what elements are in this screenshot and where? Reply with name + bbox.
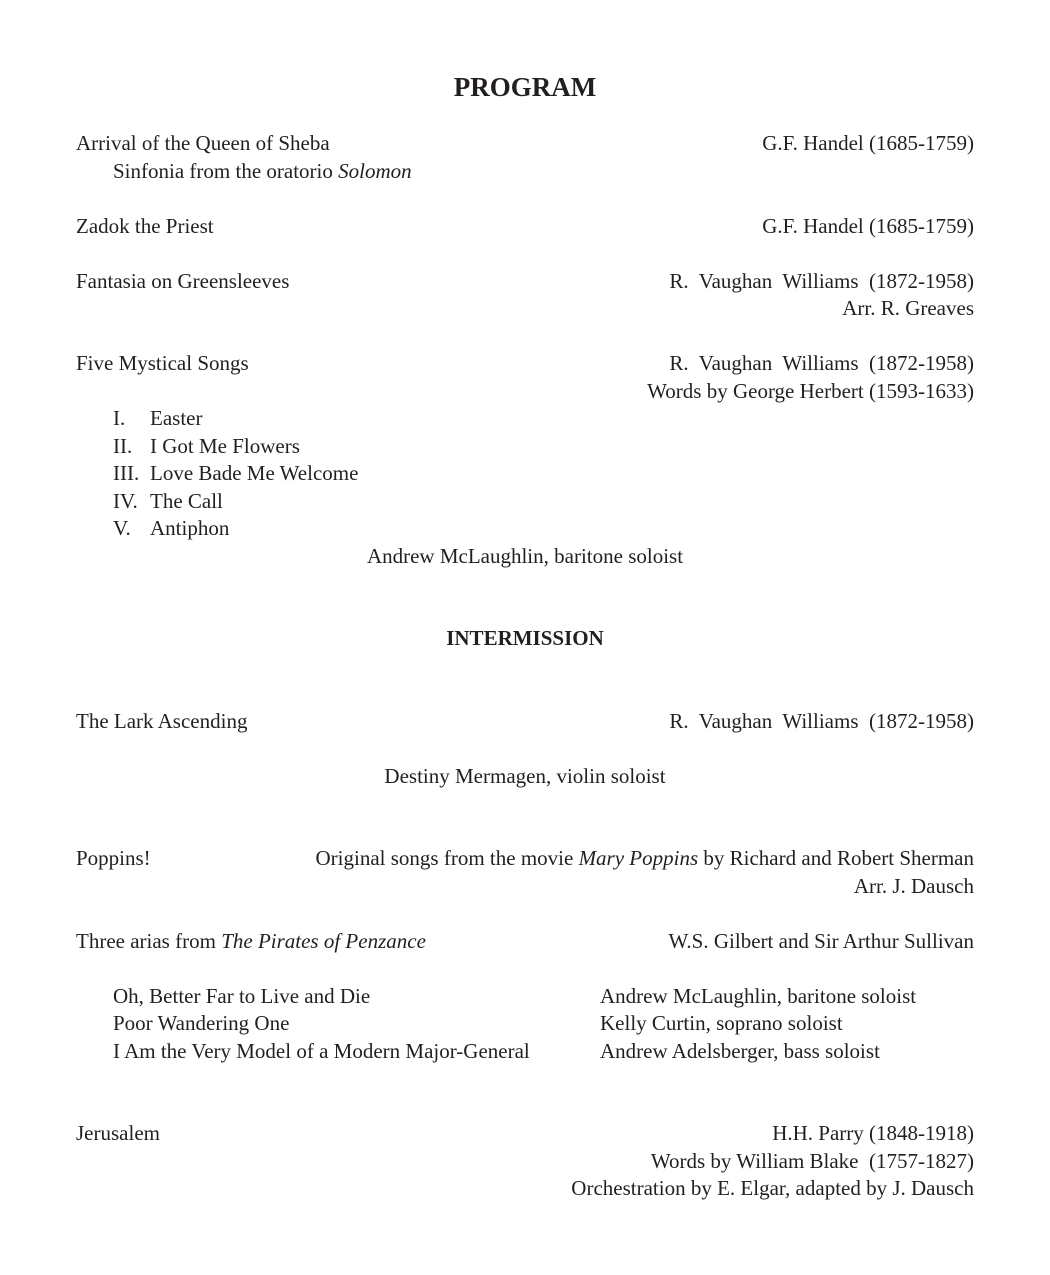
composer-pirates: W.S. Gilbert and Sir Arthur Sullivan	[668, 929, 974, 953]
movement-number: IV.	[113, 489, 138, 513]
movement-title: I Got Me Flowers	[150, 434, 300, 458]
aria-title: Poor Wandering One	[113, 1011, 290, 1035]
movement-title: The Call	[150, 489, 223, 513]
movement-title: Love Bade Me Welcome	[150, 461, 359, 485]
piece-title-mystical: Five Mystical Songs	[76, 351, 249, 375]
piece-title-sheba: Arrival of the Queen of Sheba	[76, 131, 330, 155]
movement-number: I.	[113, 406, 126, 430]
aria-soloist: Andrew McLaughlin, baritone soloist	[600, 984, 917, 1008]
aria-soloist: Kelly Curtin, soprano soloist	[600, 1011, 843, 1035]
movement-number: II.	[113, 434, 133, 458]
piece-title-lark: The Lark Ascending	[76, 709, 248, 733]
piece-title-jerusalem: Jerusalem	[76, 1121, 160, 1145]
piece-title-greensleeves: Fantasia on Greensleeves	[76, 269, 290, 293]
description-poppins-suffix: by Richard and Robert Sherman	[698, 846, 974, 870]
piece-title-pirates-prefix: Three arias from	[76, 929, 222, 953]
subtitle-sheba-text: Sinfonia from the oratorio	[113, 159, 339, 183]
soloist-mystical: Andrew McLaughlin, baritone soloist	[366, 544, 684, 568]
soloist-lark: Destiny Mermagen, violin soloist	[384, 764, 666, 788]
composer-jerusalem: H.H. Parry (1848-1918)	[772, 1121, 974, 1145]
movement-number: III.	[113, 461, 140, 485]
aria-soloist: Andrew Adelsberger, bass soloist	[600, 1039, 880, 1063]
composer-sheba: G.F. Handel (1685-1759)	[762, 131, 974, 155]
movement-title: Antiphon	[150, 516, 230, 540]
piece-title-pirates	[76, 928, 426, 956]
piece-title-zadok: Zadok the Priest	[76, 214, 214, 238]
composer-mystical: R. Vaughan Williams (1872-1958)	[669, 351, 974, 375]
orchestration-jerusalem: Orchestration by E. Elgar, adapted by J. Dausch	[571, 1176, 974, 1200]
words-mystical: Words by George Herbert (1593-1633)	[647, 379, 974, 403]
composer-zadok: G.F. Handel (1685-1759)	[762, 214, 974, 238]
description-poppins-italic: Mary Poppins	[578, 846, 699, 870]
description-poppins-prefix: Original songs from the movie	[315, 846, 579, 870]
arranger-greensleeves: Arr. R. Greaves	[842, 296, 974, 320]
page-title: PROGRAM	[453, 72, 597, 102]
movement-number: V.	[113, 516, 131, 540]
composer-lark: R. Vaughan Williams (1872-1958)	[669, 709, 974, 733]
subtitle-sheba	[113, 158, 412, 186]
intermission-heading: INTERMISSION	[446, 626, 604, 650]
words-jerusalem: Words by William Blake (1757-1827)	[650, 1149, 974, 1173]
movement-title: Easter	[150, 406, 203, 430]
aria-title: Oh, Better Far to Live and Die	[113, 984, 371, 1008]
arranger-poppins: Arr. J. Dausch	[853, 874, 974, 898]
description-poppins	[316, 845, 974, 873]
subtitle-sheba-italic: Solomon	[338, 159, 412, 183]
piece-title-poppins: Poppins!	[76, 846, 151, 870]
aria-title: I Am the Very Model of a Modern Major-General	[113, 1039, 530, 1063]
composer-greensleeves: R. Vaughan Williams (1872-1958)	[669, 269, 974, 293]
piece-title-pirates-italic: The Pirates of Penzance	[221, 929, 426, 953]
